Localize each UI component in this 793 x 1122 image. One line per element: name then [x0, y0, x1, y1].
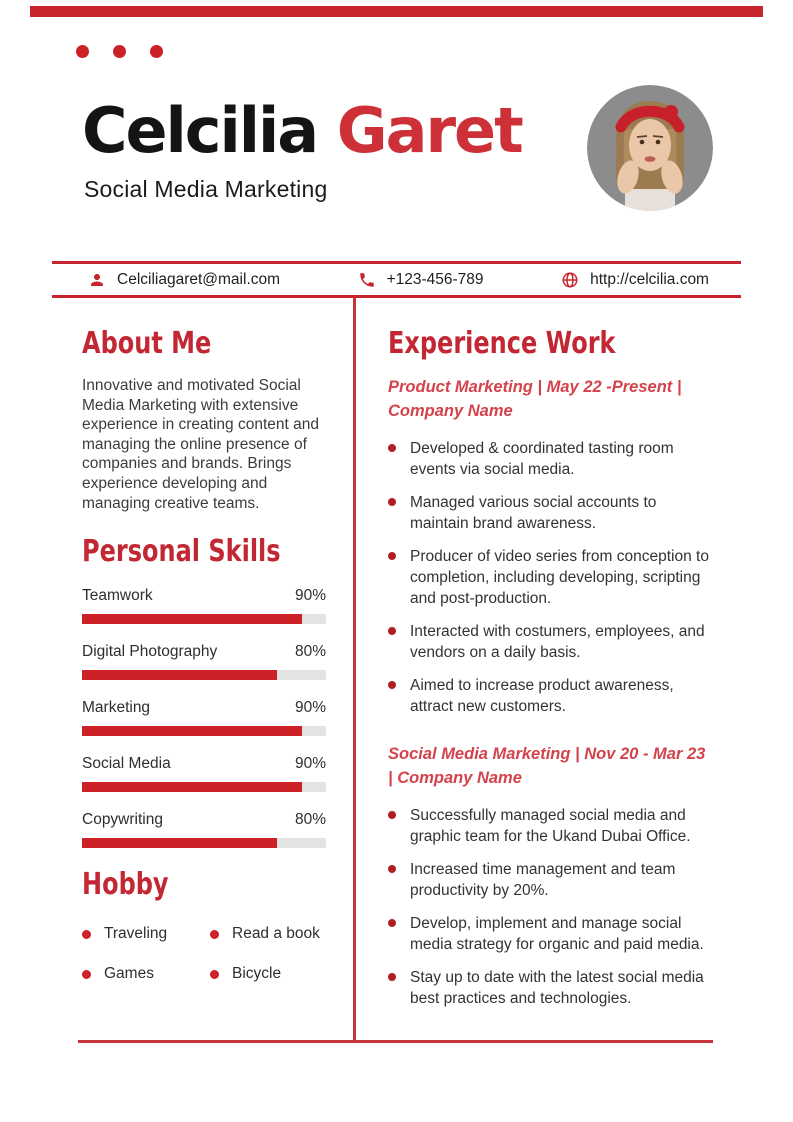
skill-percent: 90% [294, 755, 326, 773]
job-bullet-text: Develop, implement and manage social media strategy for organic and paid media. [410, 915, 704, 953]
job-bullet [388, 621, 712, 663]
skill-label-row [82, 587, 326, 605]
experience-heading: Experience Work [388, 326, 616, 361]
contact-phone [358, 271, 484, 289]
bullet-icon [388, 919, 396, 927]
skill-bar-track [82, 726, 326, 736]
job-bullet-text: Stay up to date with the latest social media best practices and technologies. [410, 969, 704, 1007]
bullet-icon [388, 627, 396, 635]
skill-label-row [82, 643, 326, 661]
job-title: Product Marketing | May 22 -Present | Company Name [388, 378, 682, 420]
skill-label: Digital Photography [82, 643, 218, 661]
job-bullet-text: Aimed to increase product awareness, attract new customers. [410, 677, 674, 715]
last-name: Garet [336, 94, 522, 167]
globe-icon [561, 271, 579, 289]
skill-percent: 80% [294, 643, 326, 661]
bullet-icon [82, 930, 91, 939]
person-icon [88, 271, 106, 289]
skill-label-row [82, 811, 326, 829]
bullet-icon [210, 970, 219, 979]
portrait-illustration [587, 85, 713, 211]
job-entry [388, 743, 712, 1009]
decor-dots [76, 45, 163, 58]
top-accent-bar [30, 6, 763, 17]
skill-bar-track [82, 838, 326, 848]
skill-bar-fill [82, 726, 302, 736]
skill-percent: 90% [294, 587, 326, 605]
phone-icon [358, 271, 376, 289]
skill-bar-fill [82, 670, 277, 680]
skills-list [82, 587, 326, 848]
contact-email-text: Celciliagaret@mail.com [117, 270, 281, 288]
about-heading: About Me [82, 326, 212, 361]
hobby-label: Read a book [232, 925, 320, 943]
job-bullet-text: Increased time management and team productivity by 20%. [410, 861, 676, 899]
skill-bar-track [82, 670, 326, 680]
contact-bar [52, 261, 741, 298]
first-name: Celcilia [82, 94, 318, 167]
bullet-icon [388, 973, 396, 981]
skill-row [82, 811, 326, 848]
skill-percent: 90% [294, 699, 326, 717]
hobby-item [82, 925, 210, 943]
job-bullet [388, 546, 712, 609]
job-bullet [388, 492, 712, 534]
hobby-item [210, 925, 326, 943]
skill-bar-fill [82, 838, 277, 848]
job-bullet [388, 438, 712, 480]
decor-dot [76, 45, 89, 58]
contact-email [88, 271, 280, 289]
bottom-divider [78, 1040, 713, 1043]
job-bullet-text: Developed & coordinated tasting room events via social media. [410, 440, 674, 478]
hobby-label: Traveling [104, 925, 168, 943]
hobby-label: Bicycle [232, 965, 282, 983]
bullet-icon [388, 498, 396, 506]
contact-website [561, 271, 709, 289]
about-text: Innovative and motivated Social Media Marketing with extensive experience in creating content and managing the online presence of companies and brands. Brings experience developing and managing creative teams. [82, 377, 319, 512]
job-title: Social Media Marketing | Nov 20 - Mar 23 | Company Name [388, 745, 706, 787]
job-entry [388, 376, 712, 717]
hobby-label: Games [104, 965, 154, 983]
bullet-icon [82, 970, 91, 979]
skill-bar-track [82, 782, 326, 792]
job-bullet-text: Interacted with costumers, employees, and vendors on a daily basis. [410, 623, 705, 661]
skill-bar-fill [82, 782, 302, 792]
portrait-photo [587, 85, 713, 211]
job-bullet [388, 805, 712, 847]
decor-dot [150, 45, 163, 58]
bullet-icon [388, 811, 396, 819]
skill-label: Social Media [82, 755, 171, 773]
hobby-heading: Hobby [82, 867, 169, 903]
job-bullet [388, 675, 712, 717]
skills-heading: Personal Skills [82, 534, 281, 570]
job-bullet-text: Producer of video series from conception to completion, including developing, scripting and post-production. [410, 548, 709, 607]
bullet-icon [388, 444, 396, 452]
skill-label: Teamwork [82, 587, 153, 605]
decor-dot [113, 45, 126, 58]
bullet-icon [210, 930, 219, 939]
column-divider [353, 298, 356, 1042]
skill-row [82, 699, 326, 736]
hobby-item [210, 965, 326, 983]
job-bullet [388, 913, 712, 955]
contact-phone-text: +123-456-789 [386, 270, 484, 288]
hobby-item [82, 965, 210, 983]
skill-row [82, 587, 326, 624]
skill-label: Copywriting [82, 811, 163, 829]
page-title [82, 92, 522, 171]
job-bullet-text: Managed various social accounts to maintain brand awareness. [410, 494, 657, 532]
job-bullet-text: Successfully managed social media and graphic team for the Ukand Dubai Office. [410, 807, 691, 845]
skill-bar-fill [82, 614, 302, 624]
job-bullet [388, 859, 712, 901]
job-bullet [388, 967, 712, 1009]
hobby-list [82, 925, 326, 983]
bullet-icon [388, 865, 396, 873]
job-subtitle: Social Media Marketing [84, 176, 328, 202]
jobs-list [388, 376, 712, 1009]
skill-percent: 80% [294, 811, 326, 829]
skill-label: Marketing [82, 699, 151, 717]
skill-bar-track [82, 614, 326, 624]
skill-row [82, 755, 326, 792]
right-column [388, 326, 712, 1021]
skill-label-row [82, 699, 326, 717]
bullet-icon [388, 552, 396, 560]
skill-label-row [82, 755, 326, 773]
bullet-icon [388, 681, 396, 689]
skill-row [82, 643, 326, 680]
left-column [82, 326, 326, 983]
contact-website-text: http://celcilia.com [590, 270, 709, 288]
